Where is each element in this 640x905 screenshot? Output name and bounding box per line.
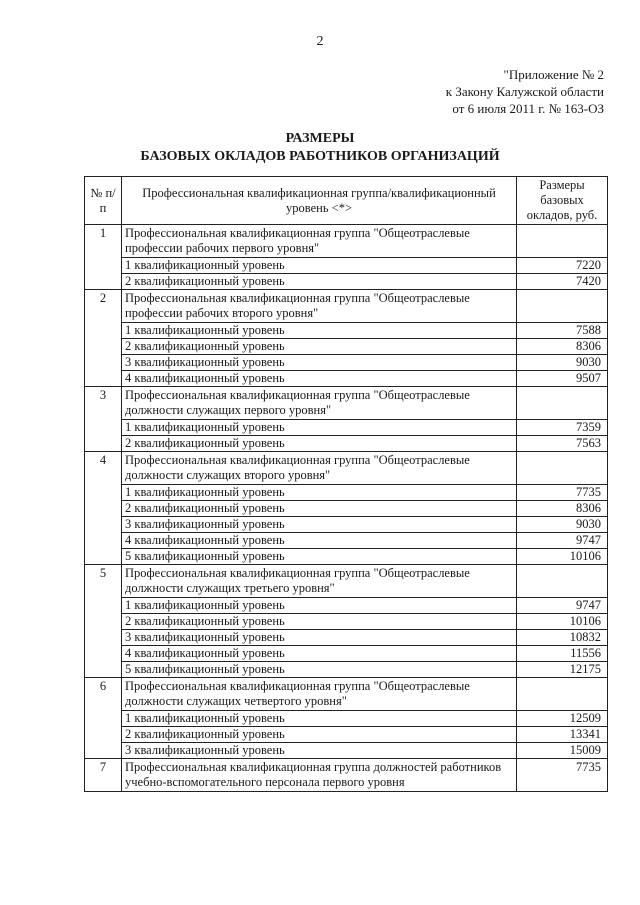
group-number: 1 [85, 225, 122, 290]
level-value: 9507 [517, 371, 608, 387]
level-label: 2 квалификационный уровень [122, 614, 517, 630]
level-value: 9747 [517, 598, 608, 614]
level-row [85, 598, 608, 614]
header-value: Размеры базовых окладов, руб. [517, 177, 608, 225]
level-value: 11556 [517, 646, 608, 662]
level-row [85, 323, 608, 339]
level-value: 12509 [517, 711, 608, 727]
level-row [85, 420, 608, 436]
level-row [85, 436, 608, 452]
level-row [85, 485, 608, 501]
level-row [85, 662, 608, 678]
level-value: 13341 [517, 727, 608, 743]
level-value: 7588 [517, 323, 608, 339]
level-label: 4 квалификационный уровень [122, 371, 517, 387]
level-label: 2 квалификационный уровень [122, 274, 517, 290]
level-value: 8306 [517, 339, 608, 355]
group-value [517, 452, 608, 485]
group-row [85, 290, 608, 323]
level-value: 12175 [517, 662, 608, 678]
level-value: 7359 [517, 420, 608, 436]
level-label: 5 квалификационный уровень [122, 549, 517, 565]
level-row [85, 630, 608, 646]
level-label: 2 квалификационный уровень [122, 727, 517, 743]
level-label: 1 квалификационный уровень [122, 323, 517, 339]
group-value [517, 290, 608, 323]
group-value [517, 225, 608, 258]
level-value: 9030 [517, 355, 608, 371]
level-label: 5 квалификационный уровень [122, 662, 517, 678]
level-label: 3 квалификационный уровень [122, 517, 517, 533]
group-number: 7 [85, 759, 122, 792]
level-row [85, 549, 608, 565]
appendix-line-1: "Приложение № 2 [503, 67, 604, 82]
group-value [517, 565, 608, 598]
level-row [85, 355, 608, 371]
appendix-line-2: к Закону Калужской области [445, 84, 604, 99]
level-value: 10832 [517, 630, 608, 646]
level-value: 7735 [517, 485, 608, 501]
appendix-line-3: от 6 июля 2011 г. № 163-ОЗ [452, 101, 604, 116]
table-body [85, 225, 608, 792]
group-number: 2 [85, 290, 122, 387]
level-row [85, 517, 608, 533]
level-label: 1 квалификационный уровень [122, 485, 517, 501]
level-label: 3 квалификационный уровень [122, 630, 517, 646]
level-row [85, 533, 608, 549]
group-row [85, 452, 608, 485]
level-row [85, 743, 608, 759]
level-value: 15009 [517, 743, 608, 759]
level-label: 2 квалификационный уровень [122, 436, 517, 452]
header-num: № п/п [85, 177, 122, 225]
level-row [85, 711, 608, 727]
salary-table [84, 176, 608, 792]
level-row [85, 727, 608, 743]
level-value: 8306 [517, 501, 608, 517]
level-value: 10106 [517, 614, 608, 630]
group-name: Профессиональная квалификационная группа должностей работников учебно-вспомогательного персонала первого уровня [122, 759, 517, 792]
level-row [85, 646, 608, 662]
table-header-row [85, 177, 608, 225]
group-number: 5 [85, 565, 122, 678]
group-name: Профессиональная квалификационная группа "Общеотраслевые должности служащих третьего уровня" [122, 565, 517, 598]
group-row [85, 678, 608, 711]
group-number: 4 [85, 452, 122, 565]
level-value: 9747 [517, 533, 608, 549]
level-label: 2 квалификационный уровень [122, 501, 517, 517]
group-value [517, 678, 608, 711]
group-row [85, 225, 608, 258]
group-value [517, 387, 608, 420]
group-name: Профессиональная квалификационная группа "Общеотраслевые должности служащих четвертого уровня" [122, 678, 517, 711]
level-row [85, 614, 608, 630]
level-label: 1 квалификационный уровень [122, 258, 517, 274]
title-line-1: РАЗМЕРЫ [285, 131, 355, 146]
group-name: Профессиональная квалификационная группа "Общеотраслевые профессии рабочих второго уровня" [122, 290, 517, 323]
level-row [85, 501, 608, 517]
level-label: 3 квалификационный уровень [122, 743, 517, 759]
level-row [85, 371, 608, 387]
level-label: 4 квалификационный уровень [122, 533, 517, 549]
group-number: 6 [85, 678, 122, 759]
level-label: 1 квалификационный уровень [122, 711, 517, 727]
group-value: 7735 [517, 759, 608, 792]
level-value: 7563 [517, 436, 608, 452]
level-value: 7420 [517, 274, 608, 290]
level-value: 9030 [517, 517, 608, 533]
group-name: Профессиональная квалификационная группа "Общеотраслевые должности служащих первого уровня" [122, 387, 517, 420]
document-title [0, 130, 640, 166]
group-name: Профессиональная квалификационная группа "Общеотраслевые профессии рабочих первого уровня" [122, 225, 517, 258]
level-value: 10106 [517, 549, 608, 565]
level-label: 1 квалификационный уровень [122, 598, 517, 614]
level-row [85, 258, 608, 274]
group-row [85, 565, 608, 598]
level-row [85, 274, 608, 290]
appendix-reference [446, 66, 604, 117]
level-value: 7220 [517, 258, 608, 274]
level-label: 4 квалификационный уровень [122, 646, 517, 662]
group-row [85, 387, 608, 420]
group-name: Профессиональная квалификационная группа "Общеотраслевые должности служащих второго уровня" [122, 452, 517, 485]
level-label: 2 квалификационный уровень [122, 339, 517, 355]
level-row [85, 339, 608, 355]
level-label: 3 квалификационный уровень [122, 355, 517, 371]
title-line-2: БАЗОВЫХ ОКЛАДОВ РАБОТНИКОВ ОРГАНИЗАЦИЙ [140, 149, 500, 164]
level-label: 1 квалификационный уровень [122, 420, 517, 436]
group-number: 3 [85, 387, 122, 452]
page-number: 2 [316, 34, 324, 49]
group-row [85, 759, 608, 792]
header-name: Профессиональная квалификационная группа/квалификационный уровень <*> [122, 177, 517, 225]
